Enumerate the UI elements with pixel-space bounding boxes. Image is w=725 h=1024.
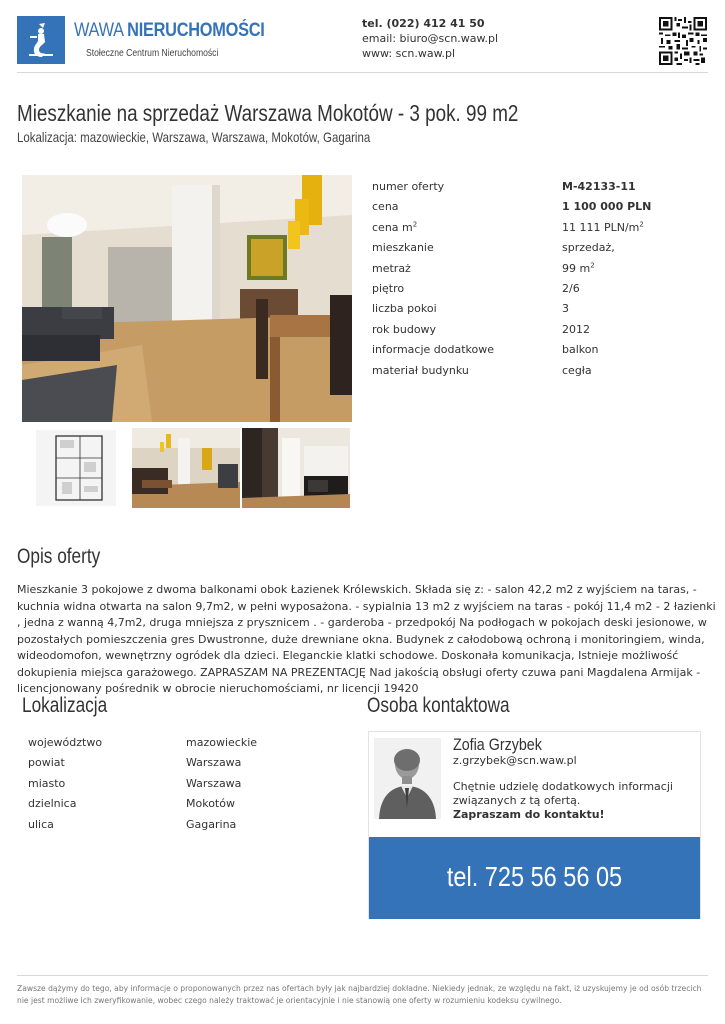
agent-avatar <box>374 738 441 819</box>
agent-note-cta: Zapraszam do kontaktu! <box>453 808 605 821</box>
param-value: 99 $m^2$ <box>562 260 595 275</box>
param-row-area <box>372 258 712 278</box>
param-row-year-built <box>372 319 712 339</box>
location-table <box>28 732 328 834</box>
thumbnail-dining[interactable] <box>132 428 240 508</box>
agent-phone: tel. 725 56 56 05 <box>446 861 623 892</box>
agent-email[interactable]: z.grzybek@scn.waw.pl <box>453 754 577 767</box>
param-label: cena $m^2$ <box>372 220 418 234</box>
description-text: Mieszkanie 3 pokojowe z dwoma balkonami obok Łazienek Królewskich. Składa się z: - salon 42,2 m2 z wyjściem na taras, - kuchnia widna otwarta na salon 9,7m2, w pełni wyposażona. - sypialnia 13 m2 z wyjściem na taras - pokój 11,4 m2 - 2 łazienki , jedna z wanną 4,7m2, druga mniejsza z prysznicem . - garderoba - przedpokój Na podłogach w pokojach deski jesionowe, w pozostałych pomieszczenia gres Dwustronne, duże drewniane okna. Budynek z całodobową ochroną i monitoringiem, winda, wideodomofon, wewnętrzny ogródek dla dzieci. Eleganckie klatki schodowe. Doskonała komunikacja, Istnieje możliwość dokupienia miejsca garażowego. ZAPRASZAM NA PREZENTACJĘ Nad jakością obsługi oferty czuwa pani Magdalena Armijak - licencjonowany pośrednik w obrocie nieruchomościami, nr licencji 19420 <box>17 583 716 695</box>
param-value: 11 111 PLN/$m^2$ <box>562 220 644 234</box>
footer-divider <box>17 975 708 976</box>
param-row-floor <box>372 278 712 298</box>
location-row <box>28 773 328 793</box>
dining-thumbnail <box>132 428 240 508</box>
param-row-price <box>372 196 712 216</box>
param-value: 1 100 000 PLN <box>562 200 652 214</box>
brand-name: WAWA NIERUCHOMOŚCI <box>74 20 265 41</box>
description-heading: Opis oferty <box>17 545 101 568</box>
location-label: dzielnica <box>28 797 77 811</box>
param-label: liczba pokoi <box>372 302 437 316</box>
param-value: 2/6 <box>562 281 580 295</box>
company-logo <box>17 16 65 64</box>
floorplan-thumbnail <box>22 428 130 508</box>
location-value: mazowieckie <box>186 736 258 749</box>
agency-website[interactable]: www: scn.waw.pl <box>362 47 456 60</box>
thumbnail-kitchen[interactable] <box>242 428 350 508</box>
agency-email[interactable]: email: biuro@scn.waw.pl <box>362 32 499 45</box>
kitchen-thumbnail <box>242 428 350 508</box>
location-label: miasto <box>28 776 66 790</box>
agency-contact <box>362 16 498 61</box>
location-value: Warszawa <box>186 776 242 790</box>
thumbnail-floorplan[interactable] <box>22 428 130 508</box>
contact-card <box>368 731 701 919</box>
location-row <box>28 732 328 752</box>
location-value: Mokotów <box>186 797 235 811</box>
location-label: województwo <box>28 736 103 749</box>
agent-note: Chętnie udzielę dodatkowych informacji związanych z tą ofertą. Zapraszam do kontaktu! <box>453 780 673 821</box>
param-label: informacje dodatkowe <box>372 343 495 357</box>
param-label: materiał budynku <box>372 363 469 377</box>
footer-disclaimer: Zawsze dążymy do tego, aby informacje o proponowanych przez nas ofertach były jak najbardziej dokładne. Niekiedy jednak, ze względu na fakt, iż uzyskujemy je od osób trzecich nie jest możliwe ich zweryfikowanie, wobec czego należy traktować je orientacyjnie i nie stanowią one oferty w rozumieniu kodeksu cywilnego. <box>17 984 702 1005</box>
location-heading: Lokalizacja <box>22 694 108 717</box>
listing-title: Mieszkanie na sprzedaż Warszawa Mokotów - 3 pok. 99 m2 <box>17 100 519 126</box>
param-value: 3 <box>562 302 569 316</box>
person-silhouette-icon <box>374 738 441 819</box>
living-room-photo <box>22 175 352 422</box>
param-value: sprzedaż, <box>562 241 615 255</box>
param-value: 2012 <box>562 322 590 336</box>
location-row <box>28 752 328 772</box>
param-label: numer oferty <box>372 180 445 193</box>
param-row-offer-number <box>372 176 712 196</box>
param-label: cena <box>372 200 399 214</box>
param-label: rok budowy <box>372 322 437 336</box>
location-row <box>28 793 328 813</box>
param-label: mieszkanie <box>372 241 434 255</box>
location-value: Gagarina <box>186 817 237 831</box>
param-row-type <box>372 237 712 257</box>
param-label: metraż <box>372 261 411 275</box>
brand-subtitle: Stołeczne Centrum Nieruchomości <box>86 48 219 59</box>
agent-name: Zofia Grzybek <box>453 735 542 754</box>
header-divider <box>17 72 708 73</box>
agent-phone-bar[interactable] <box>369 837 700 919</box>
param-row-rooms <box>372 298 712 318</box>
parameters-table <box>372 176 712 380</box>
param-value: M-42133-11 <box>562 180 636 193</box>
param-value: cegła <box>562 363 592 377</box>
param-value: balkon <box>562 343 599 357</box>
location-value: Warszawa <box>186 756 242 770</box>
location-label: powiat <box>28 756 65 770</box>
location-label: ulica <box>28 817 54 831</box>
param-row-price-per-m2 <box>372 217 712 237</box>
qr-code <box>659 17 707 65</box>
param-row-material <box>372 360 712 380</box>
contact-heading: Osoba kontaktowa <box>367 694 510 717</box>
location-row <box>28 814 328 834</box>
main-photo[interactable] <box>22 175 352 422</box>
param-label: piętro <box>372 281 405 295</box>
mermaid-logo-icon <box>27 22 55 58</box>
agency-phone[interactable]: tel. (022) 412 41 50 <box>362 17 485 30</box>
param-row-extras <box>372 339 712 359</box>
listing-location: Lokalizacja: mazowieckie, Warszawa, Warszawa, Mokotów, Gagarina <box>17 129 371 145</box>
